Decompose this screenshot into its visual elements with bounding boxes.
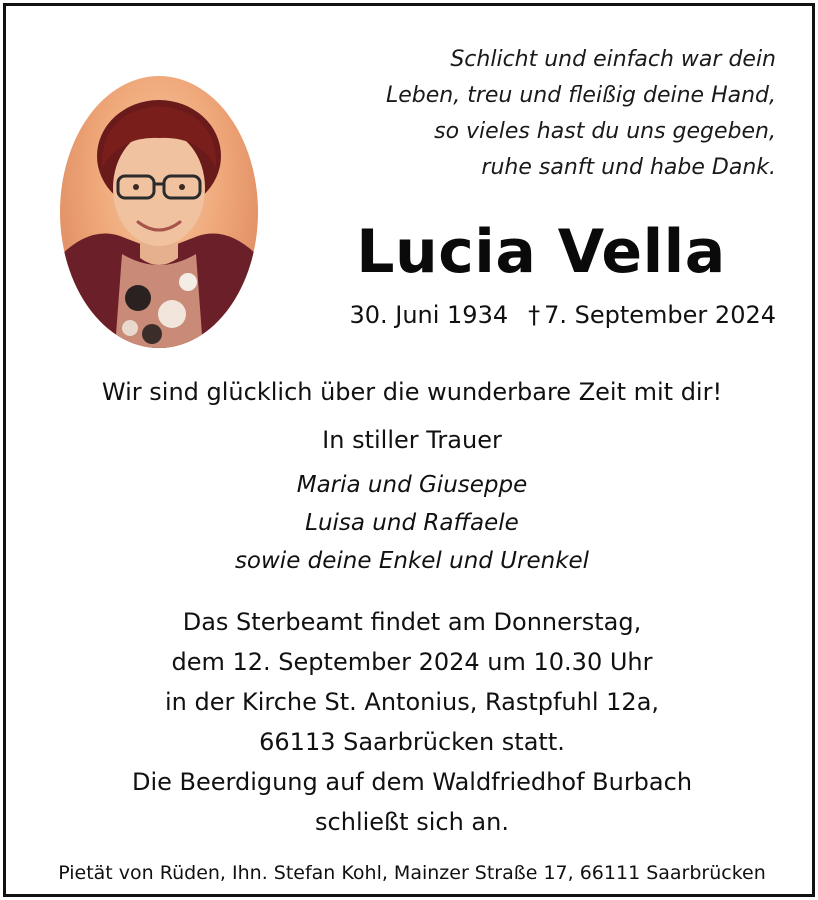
portrait-photo (60, 76, 258, 348)
family-line: Luisa und Raffaele (305, 510, 519, 536)
poem (316, 42, 776, 186)
family-list (6, 466, 818, 580)
deceased-name: Lucia Vella (356, 217, 726, 287)
service-line: dem 12. September 2024 um 10.30 Uhr (171, 648, 653, 676)
poem-line: Schlicht und einfach war dein (450, 47, 776, 72)
portrait-illustration (60, 76, 258, 348)
service-line: in der Kirche St. Antonius, Rastpfuhl 12a, (164, 688, 660, 716)
cross-icon: † (528, 301, 541, 329)
service-line: 66113 Saarbrücken statt. (259, 728, 565, 756)
poem-line: Leben, treu und fleißig deine Hand, (385, 83, 776, 108)
service-line: Das Sterbeamt findet am Donnerstag, (182, 608, 642, 636)
funeral-home-footer: Pietät von Rüden, Ihn. Stefan Kohl, Mainzer Straße 17, 66111 Saarbrücken (58, 862, 766, 884)
service-line: Die Beerdigung auf dem Waldfriedhof Burbach (131, 768, 693, 796)
obituary-card (3, 3, 815, 897)
family-line: sowie deine Enkel und Urenkel (234, 548, 590, 574)
service-line: schließt sich an. (315, 808, 509, 836)
life-dates (349, 298, 776, 332)
family-line: Maria und Giuseppe (296, 472, 528, 498)
poem-line: ruhe sanft und habe Dank. (481, 155, 776, 180)
death-date: 7. September 2024 (544, 301, 776, 329)
poem-line: so vieles hast du uns gegeben, (434, 119, 776, 144)
mourning-heading: In stiller Trauer (322, 426, 502, 454)
tagline: Wir sind glücklich über die wunderbare Zeit mit dir! (101, 378, 723, 406)
birth-date: 30. Juni 1934 (349, 301, 509, 329)
service-details (6, 602, 818, 842)
